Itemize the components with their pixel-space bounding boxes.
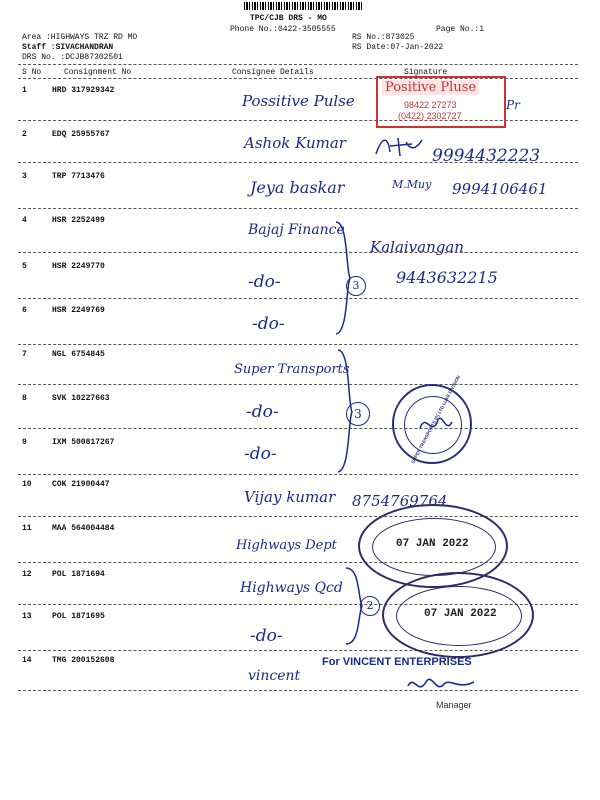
staff-label: Staff :SIVACHANDRAN: [22, 43, 114, 52]
row-consignment: NGL 6754845: [52, 350, 105, 359]
row-consignment: POL 1871694: [52, 570, 105, 579]
row-sno: 4: [22, 216, 27, 225]
row-consignment: POL 1871695: [52, 612, 105, 621]
row-consignment: COK 21900447: [52, 480, 110, 489]
row-consignment: SVK 10227663: [52, 394, 110, 403]
row-consignment: HRD 317929342: [52, 86, 115, 95]
row-sno: 2: [22, 130, 27, 139]
row-rule: [18, 428, 578, 429]
stamp-phone-1: 98422 27273: [404, 100, 457, 110]
row-consignee: Possitive Pulse: [242, 92, 355, 110]
row-consignee: -do-: [252, 314, 285, 334]
row-sno: 13: [22, 612, 32, 621]
super-transports-stamp: [392, 374, 472, 465]
row-signature: Pr: [506, 98, 520, 112]
row-consignment: TMG 200152608: [52, 656, 115, 665]
col-consignment: Consignment No: [64, 68, 132, 77]
document-title: TPC/CJB DRS - MO: [250, 14, 327, 23]
row-sno: 3: [22, 172, 27, 181]
row-rule: [18, 344, 578, 345]
col-sno: S No: [22, 68, 42, 77]
header-top-rule: [18, 64, 578, 65]
row-consignment: HSR 2249770: [52, 262, 105, 271]
row-rule: [18, 162, 578, 163]
stamp-phone-2: (0422) 2302727: [398, 111, 462, 121]
drs-number: DRS No. :DCJB87302501: [22, 53, 123, 62]
row-sno: 11: [22, 524, 32, 533]
rs-number: RS No.:873025: [352, 33, 415, 42]
area-label: Area :HIGHWAYS TRZ RD MO: [22, 33, 138, 42]
signature-scribble: [372, 132, 432, 162]
stamp-name: Positive Pluse: [382, 80, 479, 95]
row-rule: [18, 298, 578, 299]
stamp-arc-text: SUPER TRANSPORTS (P) LTD LUXE DIVISION: [410, 374, 462, 465]
stamp-date-text: 07 JAN 2022: [424, 608, 497, 620]
row-consignment: IXM 500817267: [52, 438, 115, 447]
row-consignee: Vijay kumar: [244, 488, 336, 506]
circled-count-1-text: 3: [352, 279, 360, 292]
row-consignment: HSR 2252499: [52, 216, 105, 225]
barcode: [244, 2, 364, 10]
row-rule: [18, 516, 578, 517]
row-sno: 1: [22, 86, 27, 95]
row-rule: [18, 208, 578, 209]
row-sno: 8: [22, 394, 27, 403]
row-consignee: Highways Qcd: [240, 580, 343, 596]
row-consignee: -do-: [248, 272, 281, 292]
row-consignee: Super Transports: [234, 362, 350, 377]
circled-count-1: [346, 276, 366, 296]
vincent-signature: [404, 672, 484, 698]
row-consignee: vincent: [248, 668, 301, 684]
vincent-manager-label: Manager: [436, 700, 472, 710]
oval-date-stamp-2: [382, 572, 534, 658]
row-sno: 6: [22, 306, 27, 315]
row-rule: [18, 384, 578, 385]
row-sno: 12: [22, 570, 32, 579]
row-signature: 9994432223: [432, 146, 541, 166]
row-consignee: -do-: [250, 626, 283, 646]
row-consignee: Ashok Kumar: [244, 134, 346, 152]
row-consignment: TRP 7713476: [52, 172, 105, 181]
vincent-company-heading: For VINCENT ENTERPRISES: [322, 656, 472, 668]
col-signature: Signature: [404, 68, 448, 77]
stamp-signature: [416, 410, 456, 440]
circled-count-2-text: 3: [354, 407, 362, 421]
row-rule: [18, 252, 578, 253]
row-consignment: HSR 2249769: [52, 306, 105, 315]
col-consignee: Consignee Details: [232, 68, 314, 77]
row-consignment: MAA 564004484: [52, 524, 115, 533]
phone-number: Phone No.:0422-3505555: [230, 25, 336, 34]
row-consignee: Highways Dept: [236, 538, 337, 553]
page-number: Page No.:1: [436, 25, 485, 34]
row-rule: [18, 690, 578, 691]
circled-count-3: [360, 596, 380, 616]
row-consignment: EDQ 25955767: [52, 130, 110, 139]
row-rule: [18, 474, 578, 475]
row-sno: 9: [22, 438, 27, 447]
stamp-date-text: 07 JAN 2022: [396, 538, 469, 550]
row-signature: 8754769764: [352, 492, 448, 510]
circled-count-2: [346, 402, 370, 426]
row-sno: 5: [22, 262, 27, 271]
rs-date: RS Date:07-Jan-2022: [352, 43, 444, 52]
positive-pluse-stamp: [376, 76, 506, 128]
row-signature: 9443632215: [396, 268, 498, 287]
row-consignee: Bajaj Finance: [248, 222, 345, 238]
row-consignee: Jeya baskar: [250, 178, 345, 197]
row-consignee: -do-: [246, 402, 279, 422]
signature-initials: M.Muy: [392, 178, 432, 191]
row-signature: 9994106461: [452, 180, 548, 198]
circled-count-3-text: 2: [366, 599, 374, 612]
row-consignee: -do-: [244, 444, 277, 464]
row-sno: 7: [22, 350, 27, 359]
row-signature: Kalaivangan: [370, 238, 464, 256]
row-sno: 10: [22, 480, 32, 489]
row-sno: 14: [22, 656, 32, 665]
